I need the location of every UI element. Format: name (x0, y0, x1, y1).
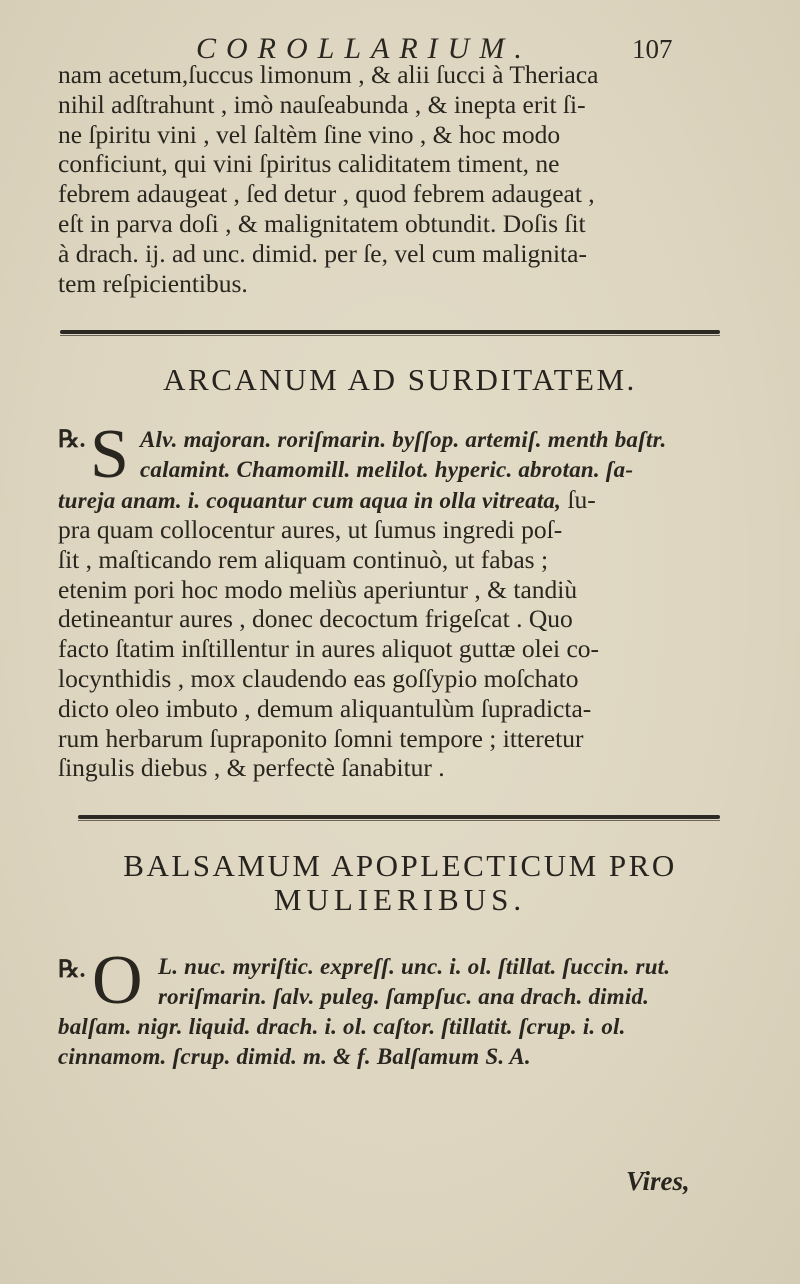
line-tail: ſu- (567, 485, 596, 514)
ingredient-line: cinnamom. ſcrup. dimid. m. & f. Balſamum S. A. (58, 1043, 531, 1069)
divider-rule (60, 330, 720, 334)
text-line: ſit , maſticando rem aliquam continuò, ut fabas ; (58, 544, 549, 574)
text-line: rum herbarum ſupraponito ſomni tempore ; itteretur (58, 723, 584, 753)
catchword: Vires, (626, 1166, 690, 1196)
recipe-ingredients (140, 425, 666, 485)
balsam-ingredients-cont (58, 1012, 626, 1072)
balsam-ingredients (158, 952, 670, 1012)
recipe-symbol: ℞. (58, 427, 86, 453)
ingredient-line: tureja anam. i. coquantur cum aqua in olla vitreata, (58, 488, 562, 513)
text-line: detineantur aures , donec decoctum frigeſcat . Quo (58, 604, 573, 634)
ingredient-line: L. nuc. myriſtic. expreſſ. unc. i. ol. ſtillat. ſuccin. rut. (158, 954, 671, 979)
text-line: ſingulis diebus , & perfectè ſanabitur . (58, 753, 445, 783)
recipe-ingredients-cont (58, 485, 596, 515)
text-line: ne ſpiritu vini , vel ſaltèm ſine vino , & hoc modo (58, 119, 561, 149)
text-line: febrem adaugeat , ſed detur , quod febrem adaugeat , (58, 179, 595, 209)
text-line: etenim pori hoc modo meliùs aperiuntur , & tandiù (58, 574, 578, 604)
ingredient-line: roriſmarin. ſalv. puleg. ſampſuc. ana drach. dimid. (158, 983, 650, 1009)
drop-cap-s: S (90, 416, 129, 493)
text-line: nam acetum,ſuccus limonum , & alii ſucci à Theriaca (58, 60, 599, 89)
recipe-symbol: ℞. (58, 957, 86, 983)
section-heading-balsamum: BALSAMUM APOPLECTICUM PRO (123, 848, 677, 883)
text-line: à drach. ij. ad unc. dimid. per ſe, vel cum malignita- (58, 238, 587, 268)
text-line: dicto oleo imbuto , demum aliquantulùm ſupradicta- (58, 693, 592, 723)
text-line: facto ſtatim inſtillentur in aures aliquot guttæ olei co- (58, 634, 600, 664)
continued-paragraph (58, 60, 599, 298)
divider-rule (78, 815, 720, 819)
running-title: COROLLARIUM. (196, 32, 532, 65)
drop-cap-o: O (92, 942, 143, 1019)
ingredient-line: calamint. Chamomill. melilot. hyperic. abrotan. ſa- (140, 456, 634, 482)
section-heading-surditatem: ARCANUM AD SURDITATEM. (163, 362, 637, 397)
ingredient-line-wrapper (58, 485, 596, 515)
text-line: nihil adſtrahunt , imò nauſeabunda , & inepta erit ſi- (58, 89, 586, 119)
ingredient-line: Alv. majoran. roriſmarin. byſſop. artemiſ. menth baſtr. (140, 427, 667, 452)
page-number: 107 (632, 34, 673, 64)
section-heading-balsamum-line2: MULIERIBUS. (273, 882, 527, 917)
recipe-instructions (58, 515, 599, 783)
text-line: eſt in parva doſi , & malignitatem obtundit. Doſis ſit (58, 208, 586, 238)
text-line: locynthidis , mox claudendo eas goſſypio moſchato (58, 663, 579, 693)
ingredient-line: balſam. nigr. liquid. drach. i. ol. caſtor. ſtillatit. ſcrup. i. ol. (58, 1014, 626, 1039)
text-line: pra quam collocentur aures, ut ſumus ingredi poſ- (58, 515, 563, 544)
text-line: tem reſpicientibus. (58, 268, 248, 298)
text-line: conficiunt, qui vini ſpiritus caliditatem timent, ne (58, 149, 560, 179)
